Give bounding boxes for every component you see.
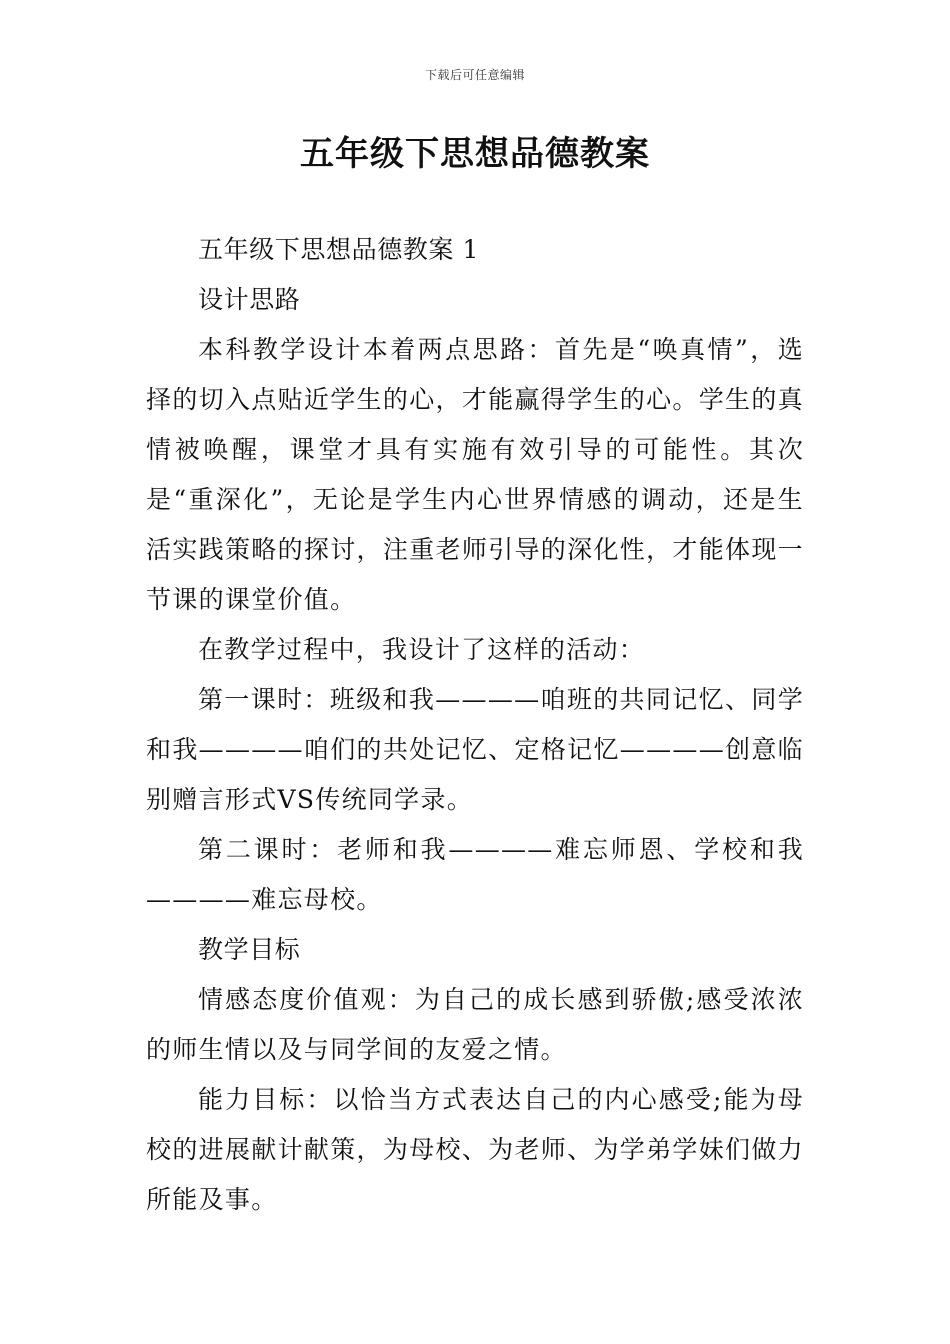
subheading-design-idea: 设计思路 xyxy=(198,285,301,314)
paragraph-lesson-two: 第二课时：老师和我————难忘师恩、学校和我————难忘母校。 xyxy=(146,835,804,914)
paragraph-lesson-one: 第一课时：班级和我————咱班的共同记忆、同学和我————咱们的共处记忆、定格记忆————创意临别赠言形式VS传统同学录。 xyxy=(146,685,804,814)
document-title: 五年级下思想品德教案 xyxy=(300,134,650,174)
section-heading: 五年级下思想品德教案 1 xyxy=(198,235,480,264)
paragraph-emotional-goal: 情感态度价值观：为自己的成长感到骄傲;感受浓浓的师生情以及与同学间的友爱之情。 xyxy=(146,985,804,1064)
paragraph-ability-goal: 能力目标：以恰当方式表达自己的内心感受;能为母校的进展献计献策，为母校、为老师、为学弟学妹们做力所能及事。 xyxy=(146,1085,804,1214)
document-body xyxy=(146,225,804,1225)
paragraph-activities-intro: 在教学过程中，我设计了这样的活动： xyxy=(198,635,646,664)
subheading-teaching-goals: 教学目标 xyxy=(198,935,301,964)
paragraph-design-idea: 本科教学设计本着两点思路：首先是“唤真情”，选择的切入点贴近学生的心，才能赢得学生的心。学生的真情被唤醒，课堂才具有实施有效引导的可能性。其次是“重深化”，无论是学生内心世界情感的调动，还是生活实践策略的探讨，注重老师引导的深化性，才能体现一节课的课堂价值。 xyxy=(146,335,804,614)
header-note: 下载后可任意编辑 xyxy=(424,68,525,82)
